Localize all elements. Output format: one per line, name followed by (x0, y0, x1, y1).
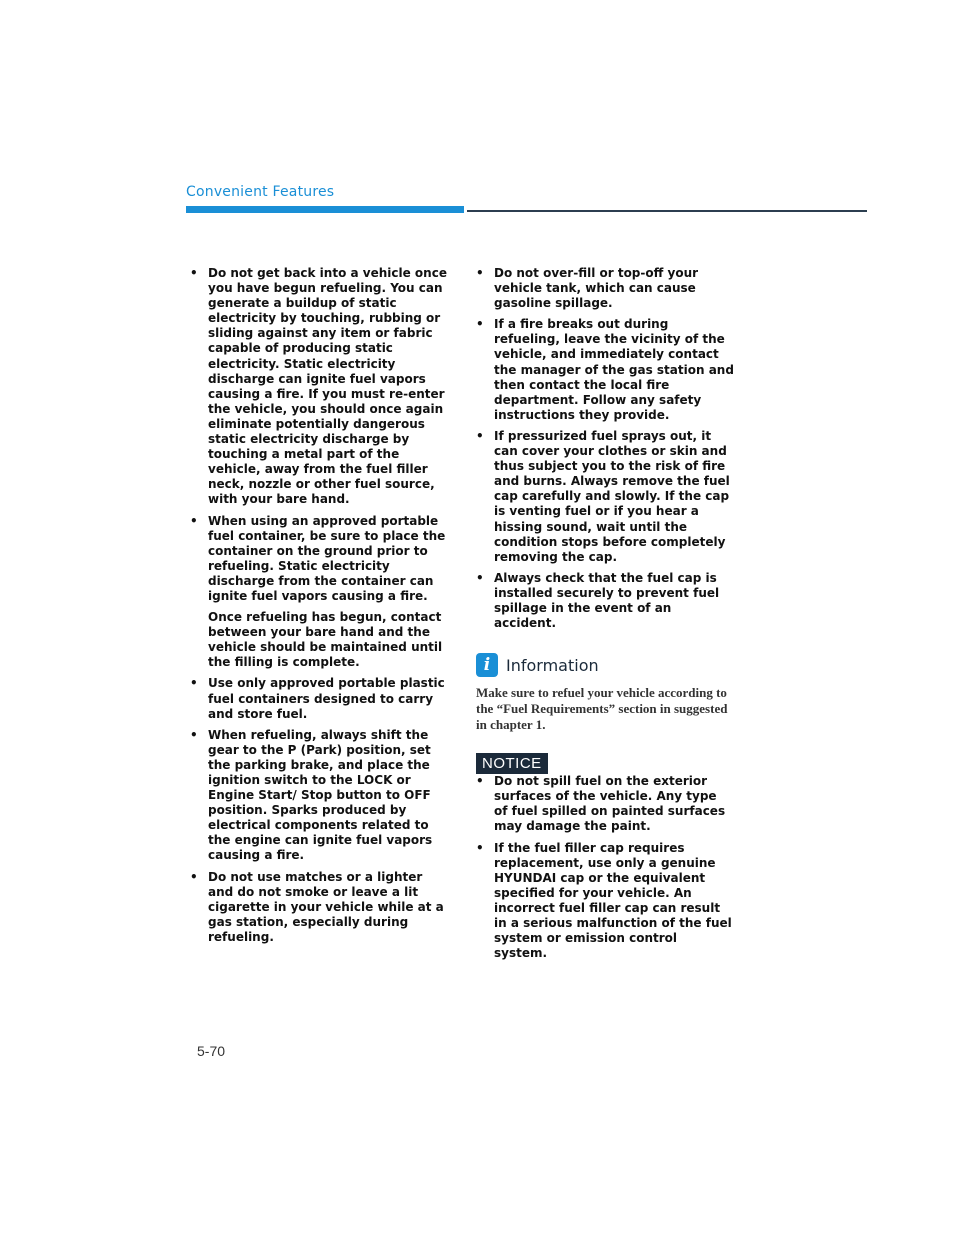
page-number: 5-70 (197, 1043, 226, 1059)
right-column (476, 266, 734, 967)
bullet-text: Do not get back into a vehicle once you have begun refueling. You can generate a buildup of static electricity by touching, rubbing or sliding against any item or fabric capable of producing static electricity. Static electricity discharge can ignite fuel vapors causing a fire. If you must re-enter the vehicle, you should once again eliminate potentially dangerous static electricity discharge by touching a metal part of the vehicle, away from the fuel filler neck, nozzle or other fuel source, with your bare hand. (208, 266, 447, 507)
bullet-text: Do not use matches or a lighter and do not smoke or leave a lit cigarette in your vehicle while at a gas station, especially during refueling. (208, 869, 444, 944)
header-divider (467, 210, 867, 212)
bullet-icon: • (190, 266, 198, 280)
section-title: Convenient Features (186, 184, 335, 200)
left-column (190, 266, 448, 951)
bullet-text: When refueling, always shift the gear to the P (Park) position, set the parking brake, and place the ignition switch to the LOCK or Engine Start/ Stop button to OFF position. Sparks produced by electrical components related to the engine can ignite fuel vapors causing a fire. (208, 727, 433, 863)
bullet-text: Always check that the fuel cap is installed securely to prevent fuel spillage in the event of an accident. (494, 570, 720, 631)
info-icon: i (476, 653, 498, 677)
bullet-text: Use only approved portable plastic fuel containers designed to carry and store fuel. (208, 676, 445, 721)
bullet-text: If a fire breaks out during refueling, leave the vicinity of the vehicle, and immediately contact the manager of the gas station and then contact the local fire department. Follow any safety instructions they provide. (494, 317, 734, 422)
bullet-icon: • (476, 317, 484, 332)
list-item (476, 429, 734, 565)
notice-bullet-list (476, 774, 734, 961)
information-title: Information (506, 655, 599, 675)
bullet-icon: • (190, 869, 198, 884)
list-item (190, 676, 448, 721)
list-item (476, 317, 734, 423)
bullet-icon: • (476, 266, 484, 280)
information-text: Make sure to refuel your vehicle according to the “Fuel Requirements” section in suggested in chapter 1. (476, 685, 728, 733)
list-item (476, 266, 734, 311)
bullet-text: If pressurized fuel sprays out, it can cover your clothes or skin and thus subject you to the risk of fire and burns. Always remove the fuel cap carefully and slowly. If the cap is venting fuel or if you hear a hissing sound, wait until the condition stops before completely removing the cap. (494, 428, 730, 564)
information-header (476, 653, 734, 677)
bullet-icon: • (476, 570, 484, 585)
left-bullet-list (190, 266, 448, 945)
bullet-icon: • (190, 727, 198, 742)
bullet-text: When using an approved portable fuel container, be sure to place the container on the ground prior to refueling. Static electricity discharge from the container can ignite fuel vapors causing a fire. (208, 513, 446, 603)
list-item (190, 514, 448, 671)
list-item (476, 571, 734, 631)
bullet-icon: • (476, 428, 484, 443)
bullet-text: Once refueling has begun, contact between your bare hand and the vehicle should be maintained until the filling is complete. (208, 610, 443, 670)
header-accent-bar (186, 206, 464, 213)
right-bullet-list (476, 266, 734, 631)
bullet-text: Do not over-fill or top-off your vehicle tank, which can cause gasoline spillage. (494, 266, 699, 311)
list-item (476, 841, 734, 962)
list-item (476, 774, 734, 834)
bullet-text: If the fuel filler cap requires replacement, use only a genuine HYUNDAI cap or the equivalent specified for your vehicle. An incorrect fuel filler cap can result in a serious malfunction of the fuel system or emission control system. (494, 840, 732, 961)
list-item (190, 870, 448, 945)
bullet-text: Do not spill fuel on the exterior surfaces of the vehicle. Any type of fuel spilled on painted surfaces may damage the paint. (494, 774, 726, 834)
list-item (190, 728, 448, 864)
bullet-icon: • (190, 513, 198, 528)
bullet-icon: • (190, 676, 198, 691)
bullet-icon: • (476, 774, 484, 789)
notice-badge: NOTICE (476, 753, 548, 774)
list-item (190, 266, 448, 508)
bullet-icon: • (476, 840, 484, 855)
